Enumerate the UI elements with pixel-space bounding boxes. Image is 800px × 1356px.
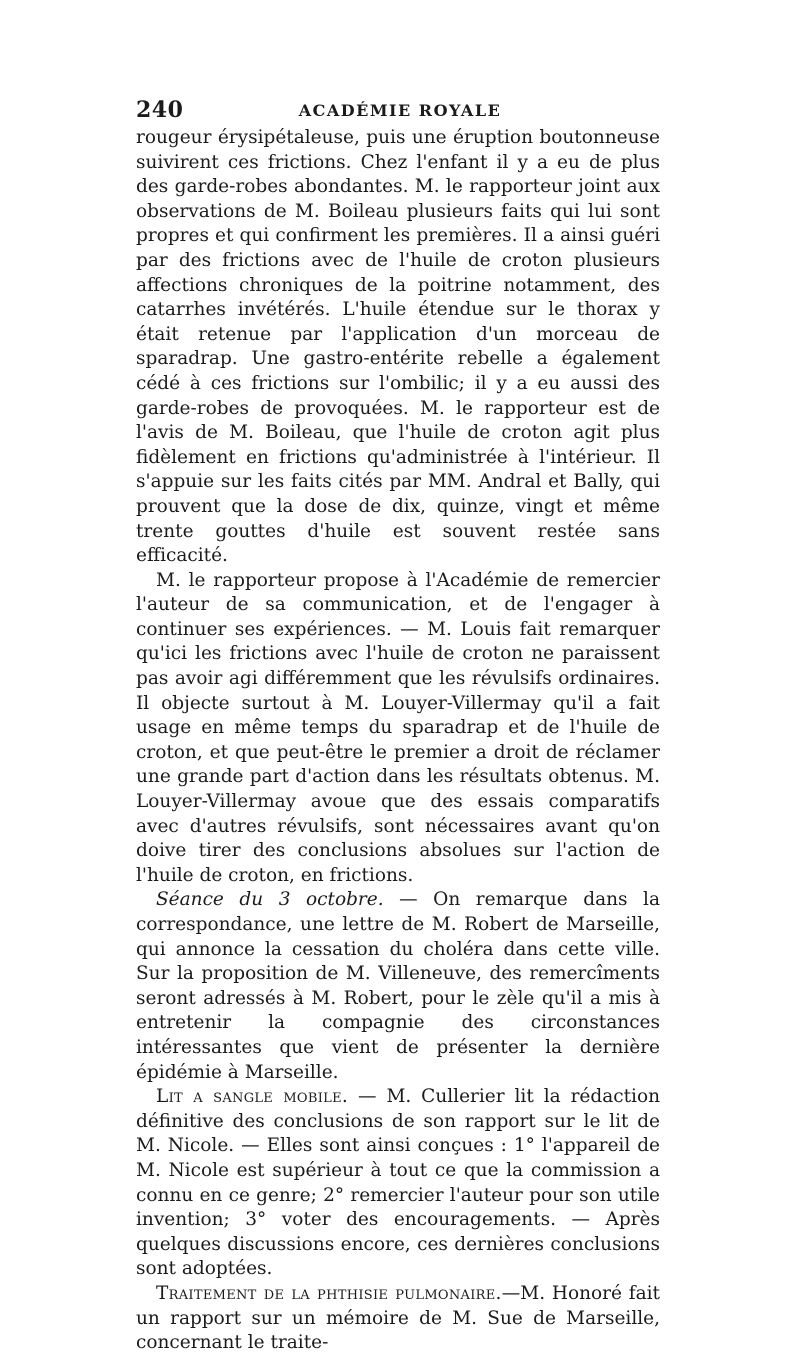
session-date-heading: Séance du 3 octobre.: [156, 889, 384, 911]
page-body: [136, 126, 660, 1356]
paragraph-seance-3-octobre: [136, 888, 660, 1085]
paragraph-lit-a-sangle: [136, 1085, 660, 1282]
paragraph-continued-report: rougeur érysipétaleuse, puis une éruption boutonneuse suivirent ces frictions. Chez l'enfant il y a eu de plus des garde-robes abondantes. M. le rapporteur joint aux observations de M. Boileau plusieurs faits qui lui sont propres et qui confirment les premières. Il a ainsi guéri par des frictions avec de l'huile de croton plusieurs affections chroniques de la poitrine notamment, des catarrhes invétérés. L'huile étendue sur le thorax y était retenue par l'application d'un morceau de sparadrap. Une gastro-entérite rebelle a également cédé à ces frictions sur l'ombilic; il y a eu aussi des garde-robes de provoquées. M. le rapporteur est de l'avis de M. Boileau, que l'huile de croton agit plus fidèlement en frictions qu'administrée à l'intérieur. Il s'appuie sur les faits cités par MM. Andral et Bally, qui prouvent que la dose de dix, quinze, vingt et même trente gouttes d'huile est souvent restée sans efficacité.: [136, 127, 660, 567]
section-heading-lit-a-sangle: Lit a sangle mobile.: [156, 1086, 349, 1108]
section-text-traitement: —M. Honoré fait un rapport sur un mémoire de M. Sue de Marseille, concernant le traite-: [136, 1282, 660, 1354]
page-number: 240: [136, 97, 184, 123]
session-date-text: — On remarque dans la correspondance, une lettre de M. Robert de Marseille, qui annonce la cessation du choléra dans cette ville. Sur la proposition de M. Villeneuve, des remercîments seront adressés à M. Robert, pour le zèle qu'il a mis à entretenir la compagnie des circonstances intéressantes que vient de présenter la dernière épidémie à Marseille.: [136, 889, 661, 1083]
paragraph-rapporteur-proposal: M. le rapporteur propose à l'Académie de remercier l'auteur de sa communication, et de l'engager à continuer ses expériences. — M. Louis fait remarquer qu'ici les frictions avec l'huile de croton ne paraissent pas avoir agi différemment que les révulsifs ordinaires. Il objecte surtout à M. Louyer-Villermay qu'il a fait usage en même temps du sparadrap et de l'huile de croton, et que peut-être le premier a droit de réclamer une grande part d'action dans les résultats obtenus. M. Louyer-Villermay avoue que des essais comparatifs avec d'autres révulsifs, sont nécessaires avant qu'on doive tirer des conclusions absolues sur l'action de l'huile de croton, en frictions.: [136, 569, 660, 886]
section-text-lit-a-sangle: — M. Cullerier lit la rédaction définitive des conclusions de son rapport sur le lit de M. Nicole. — Elles sont ainsi conçues : 1° l'appareil de M. Nicole est supérieur à tout ce que la commission a connu en ce genre; 2° remercier l'auteur pour son utile invention; 3° voter des encouragements. — Après quelques discussions encore, ces dernières conclusions sont adoptées.: [136, 1086, 660, 1280]
paragraph-traitement-phthisie: [136, 1282, 660, 1356]
page-header: [136, 97, 664, 127]
running-title: ACADÉMIE ROYALE: [298, 101, 502, 120]
section-heading-traitement: Traitement de la phthisie pulmonaire.: [156, 1282, 502, 1304]
